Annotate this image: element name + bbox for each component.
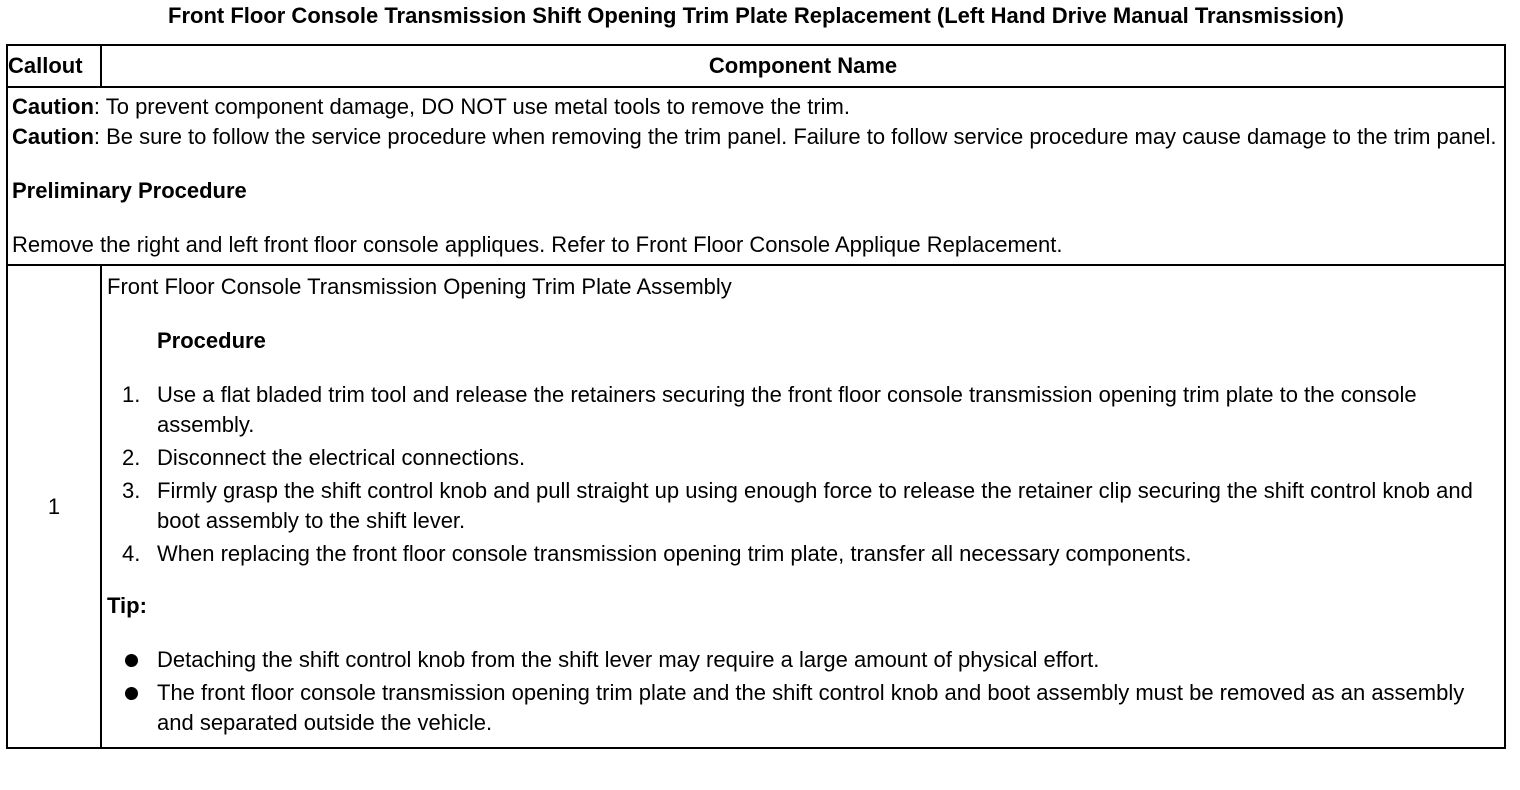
tip-text: The front floor console transmission opening trim plate and the shift control knob and boot assembly must be removed as an assembly and separated outside the vehicle. [157,680,1465,735]
procedure-heading: Procedure [157,328,266,353]
tip-heading: Tip: [107,593,147,618]
preliminary-procedure-heading: Preliminary Procedure [12,178,247,203]
notes-row [7,87,1505,265]
step-text: When replacing the front floor console transmission opening trim plate, transfer all necessary components. [157,541,1192,566]
step-number: 3. [122,478,141,503]
preliminary-procedure-text: Remove the right and left front floor console appliques. Refer to Front Floor Console Applique Replacement. [12,232,1063,257]
caution-label: Caution [12,94,94,119]
caution-label: Caution [12,124,94,149]
tip-text: Detaching the shift control knob from the shift lever may require a large amount of physical effort. [157,647,1100,672]
notes-cell [7,87,1505,265]
tip-item [107,678,1498,738]
caution-text: : To prevent component damage, DO NOT use metal tools to remove the trim. [93,94,850,119]
caution-text: : Be sure to follow the service procedure when removing the trim panel. Failure to follow service procedure may cause damage to the trim panel. [93,124,1497,149]
procedure-table [6,44,1506,749]
procedure-step [107,443,1498,473]
step-number: 2. [122,445,141,470]
component-cell [101,265,1505,748]
caution-note [12,122,1498,152]
bullet-icon [125,687,138,700]
bullet-icon [125,654,138,667]
tip-item [107,645,1498,675]
procedure-steps [107,380,1498,569]
document-title: Front Floor Console Transmission Shift Opening Trim Plate Replacement (Left Hand Drive Manual Transmission) [168,3,1344,28]
component-name: Front Floor Console Transmission Opening Trim Plate Assembly [107,274,732,299]
caution-note [12,92,1498,122]
step-text: Use a flat bladed trim tool and release the retainers securing the front floor console transmission opening trim plate to the console assembly. [157,382,1417,437]
procedure-step [107,539,1498,569]
procedure-step [107,476,1498,536]
procedure-step [107,380,1498,440]
step-text: Disconnect the electrical connections. [157,445,526,470]
table-header-row [7,45,1505,87]
component-name-column-header: Component Name [101,45,1505,87]
step-number: 4. [122,541,141,566]
tip-list [107,645,1498,738]
callout-number: 1 [7,265,101,748]
step-number: 1. [122,382,141,407]
callout-column-header: Callout [7,45,101,87]
step-text: Firmly grasp the shift control knob and pull straight up using enough force to release the retainer clip securing the shift control knob and boot assembly to the shift lever. [157,478,1473,533]
table-row [7,265,1505,748]
